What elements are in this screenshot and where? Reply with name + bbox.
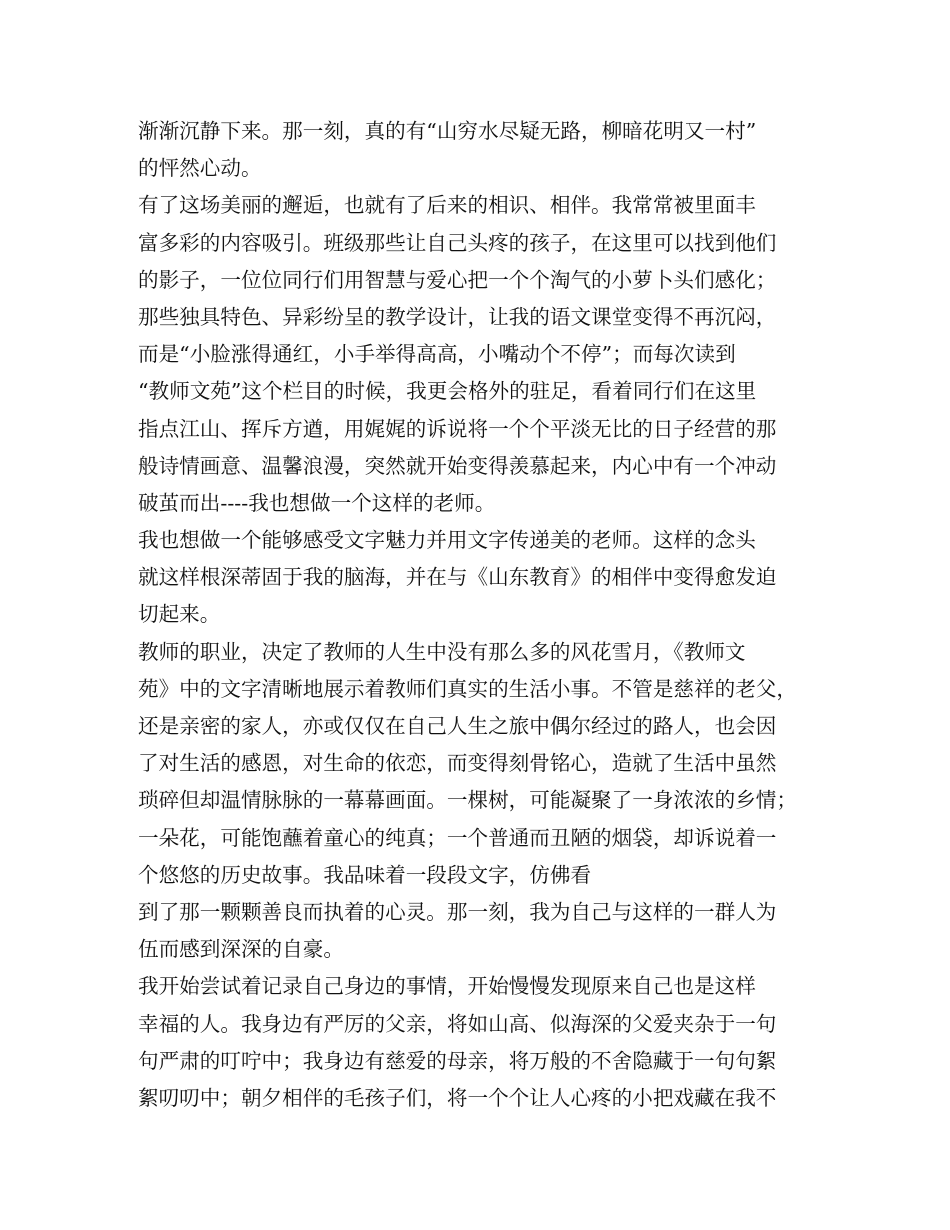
text-line: 指点江山、挥斥方遒，用娓娓的诉说将一个个平淡无比的日子经营的那 [138, 416, 777, 441]
text-line: 幸福的人。我身边有严厉的父亲，将如山高、似海深的父爱夹杂于一句 [138, 1011, 777, 1036]
text-line: 有了这场美丽的邂逅，也就有了后来的相识、相伴。我常常被里面丰 [138, 193, 756, 218]
text-line: 句严肃的叮咛中；我身边有慈爱的母亲，将万般的不舍隐藏于一句句絮 [138, 1048, 777, 1073]
text-line: 个悠悠的历史故事。我品味着一段段文字，仿佛看 [138, 862, 592, 887]
text-line: “教师文苑”这个栏目的时候，我更会格外的驻足，看着同行们在这里 [138, 379, 757, 404]
text-line: 的怦然心动。 [138, 156, 262, 181]
text-line: 教师的职业，决定了教师的人生中没有那么多的风花雪月，《教师文 [138, 639, 746, 664]
text-line: 苑》中的文字清晰地展示着教师们真实的生活小事。不管是慈祥的老父， [138, 676, 797, 701]
body-text [138, 113, 818, 1117]
text-line: 还是亲密的家人，亦或仅仅在自己人生之旅中偶尔经过的路人，也会因 [138, 714, 777, 738]
text-line: 我开始尝试着记录自己身边的事情，开始慢慢发现原来自己也是这样 [138, 974, 756, 999]
text-line: 的影子，一位位同行们用智慧与爱心把一个个淘气的小萝卜头们感化； [138, 267, 777, 292]
text-line: 到了那一颗颗善良而执着的心灵。那一刻，我为自己与这样的一群人为 [138, 899, 777, 924]
text-line: 般诗情画意、温馨浪漫，突然就开始变得羡慕起来，内心中有一个冲动 [138, 453, 777, 478]
text-line: 我也想做一个能够感受文字魅力并用文字传递美的老师。这样的念头 [138, 528, 756, 553]
text-line: 就这样根深蒂固于我的脑海，并在与《山东教育》的相伴中变得愈发迫 [138, 565, 777, 590]
text-line: 而是“小脸涨得通红，小手举得高高，小嘴动个不停”；而每次读到 [138, 342, 736, 367]
text-line: 富多彩的内容吸引。班级那些让自己头疼的孩子，在这里可以找到他们 [138, 230, 777, 255]
text-line: 絮叨叨中；朝夕相伴的毛孩子们，将一个个让人心疼的小把戏藏在我不 [138, 1085, 777, 1110]
text-line: 伍而感到深深的自豪。 [138, 937, 344, 962]
text-line: 琐碎但却温情脉脉的一幕幕画面。一棵树，可能凝聚了一身浓浓的乡情； [138, 788, 797, 813]
text-line: 切起来。 [138, 602, 221, 627]
text-line: 渐渐沉静下来。那一刻，真的有“山穷水尽疑无路，柳暗花明又一村” [138, 119, 757, 143]
text-line: 一朵花，可能饱蘸着童心的纯真；一个普通而丑陋的烟袋，却诉说着一 [138, 825, 777, 850]
text-line: 破茧而出----我也想做一个这样的老师。 [138, 490, 496, 515]
text-line: 了对生活的感恩，对生命的依恋，而变得刻骨铭心，造就了生活中虽然 [138, 751, 777, 776]
text-line: 那些独具特色、异彩纷呈的教学设计，让我的语文课堂变得不再沉闷， [138, 304, 777, 329]
